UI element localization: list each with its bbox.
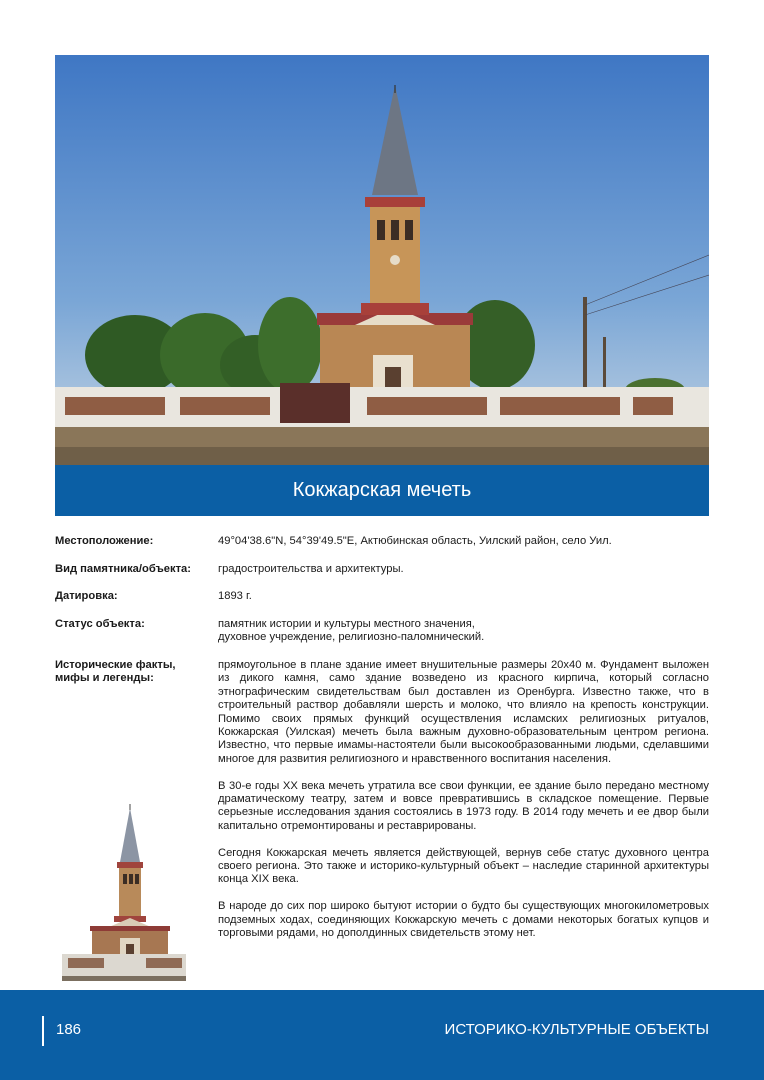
- label-line: Исторические факты,: [55, 659, 176, 671]
- field-value: 1893 г.: [218, 590, 252, 602]
- field-label: Вид памятника/объекта:: [55, 563, 191, 575]
- mosque-photo: [55, 55, 709, 465]
- field-value: градостроительства и архитектуры.: [218, 563, 404, 575]
- history-paragraph: прямоугольное в плане здание имеет внушительные размеры 20х40 м. Фундамент выложен из дикого камня, само здание возведено из красного кирпича, который согласно этнографическим свидетельствам был доставлен из Оренбурга. Известно также, что в строительный раствор добавляли шерсть и молоко, что влияло на крепость конструкции. Помимо своих прямых функций осуществления исламских религиозных ритуалов, Кокжарская (Уилская) мечеть была важным духовно-образовательным центром региона. Известно, что первые имамы-настоятели были высокообразованными людьми, сделавшими многое для развития религиозного и нравственного воспитания населения.: [218, 659, 709, 765]
- label-line: мифы и легенды:: [55, 672, 154, 685]
- page-number: 186: [56, 1021, 82, 1038]
- field-label: Датировка:: [55, 590, 118, 602]
- field-label: Статус объекта:: [55, 618, 145, 630]
- history-paragraph: В 30-е годы XX века мечеть утратила все свои функции, ее здание было передано местному драматическому театру, затем и вовсе превратившись в складское помещение. Первые серьезные исследования здания состоялись в 1973 году. В 2014 году мечеть и ее двор были капитально отремонтированы и реставрированы.: [218, 779, 709, 832]
- object-title-bar: [55, 465, 709, 516]
- field-label: Местоположение:: [55, 535, 154, 547]
- mosque-sketch: [62, 800, 187, 985]
- object-title: Кокжарская мечеть: [292, 479, 472, 501]
- section-title: ИСТОРИКО-КУЛЬТУРНЫЕ ОБЪЕКТЫ: [444, 1021, 709, 1038]
- value-line: памятник истории и культуры местного значения,: [218, 618, 475, 630]
- history-paragraph: В народе до сих пор широко бытуют истории о будто бы существующих многокилометровых подземных ходах, соединяющих Кокжарскую мечеть с домами некоторых богатых купцов и торговыми рядами, но дополдинных свидетельств этому нет.: [218, 900, 709, 940]
- field-value: 49°04'38.6"N, 54°39'49.5"E, Актюбинская область, Уилский район, село Уил.: [218, 535, 612, 547]
- field-label: [55, 659, 215, 686]
- footer-divider: [42, 1016, 44, 1046]
- page-footer: [0, 990, 764, 1080]
- history-text: [218, 659, 709, 954]
- field-value: [218, 618, 709, 645]
- value-line: духовное учреждение, религиозно-паломнический.: [218, 631, 485, 644]
- history-paragraph: Сегодня Кокжарская мечеть является действующей, вернув себе статус духовного центра своего региона. Это также и историко-культурный объект – наследие старинной архитектуры конца XIX века.: [218, 846, 709, 886]
